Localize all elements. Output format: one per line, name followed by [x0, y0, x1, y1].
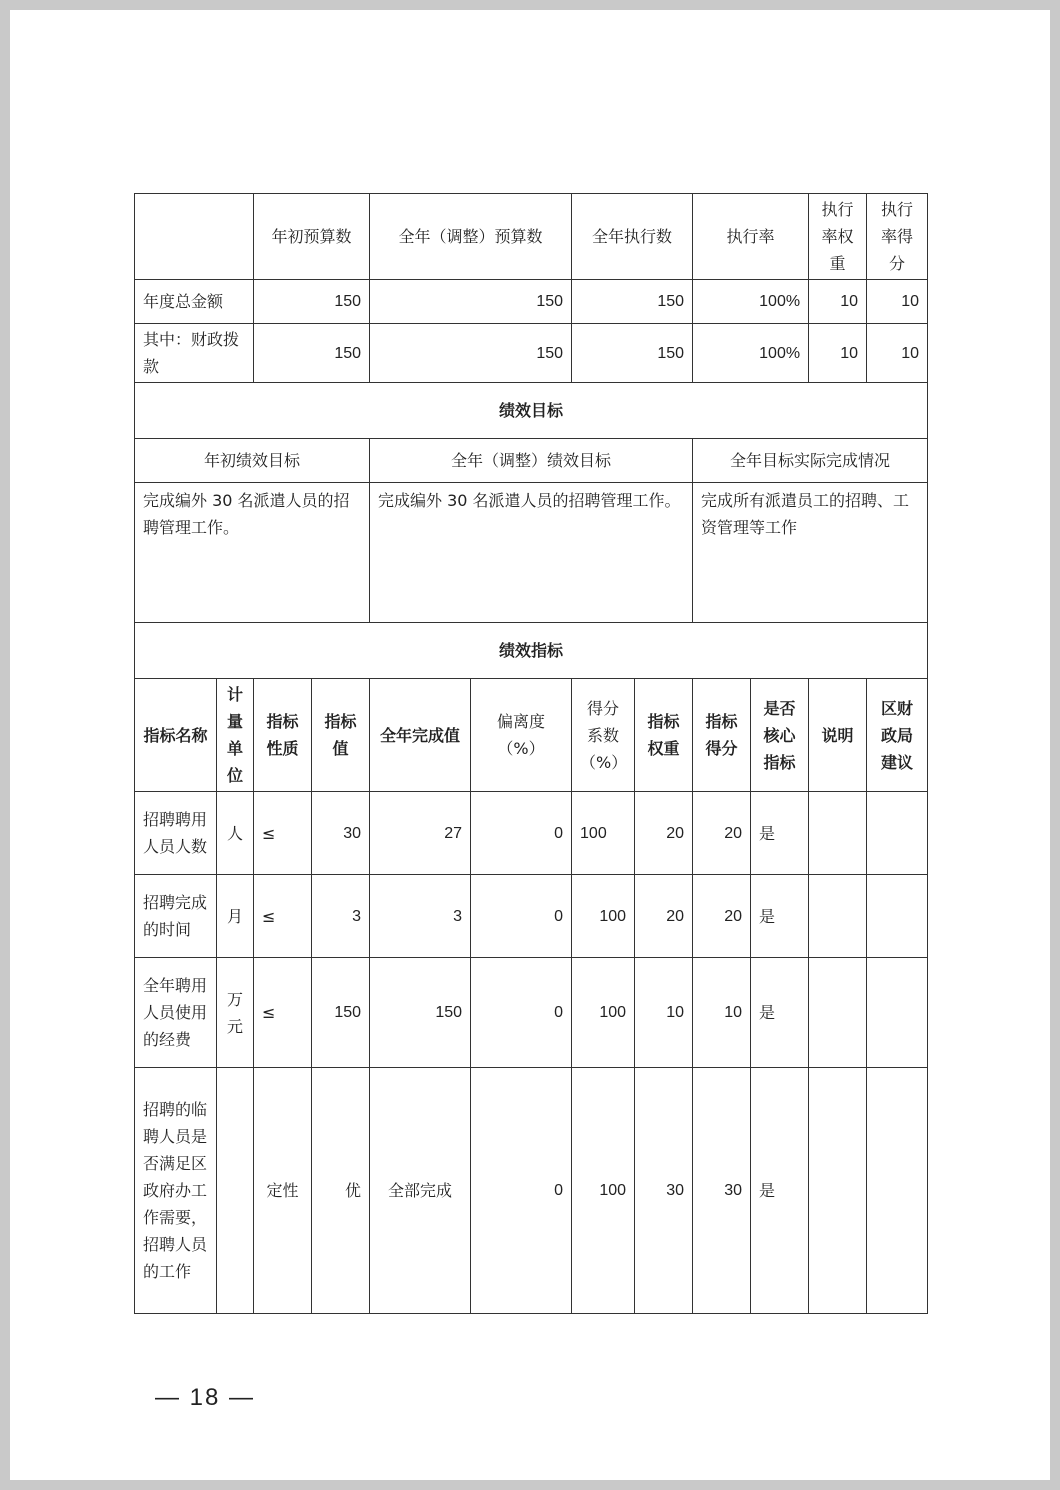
indicator-row — [135, 792, 928, 875]
indicator-row — [135, 875, 928, 958]
budget-header-executed: 全年执行数 — [572, 194, 693, 280]
ind-score: 20 — [693, 792, 751, 875]
goals-header-initial: 年初绩效目标 — [135, 439, 370, 483]
goals-adjusted-text: 完成编外 30 名派遣人员的招聘管理工作。 — [370, 483, 693, 623]
ind-nature: ≤ — [254, 958, 312, 1068]
page-number: — 18 — — [155, 1384, 256, 1411]
indicators-section-title: 绩效指标 — [135, 623, 928, 679]
ind-header-name: 指标名称 — [135, 679, 217, 792]
ind-value: 150 — [312, 958, 370, 1068]
budget-row-adjusted: 150 — [370, 280, 572, 324]
ind-advice — [867, 1068, 928, 1314]
goals-initial-text: 完成编外 30 名派遣人员的招聘管理工作。 — [135, 483, 370, 623]
budget-row-label: 年度总金额 — [135, 280, 254, 324]
ind-header-nature: 指标性质 — [254, 679, 312, 792]
ind-core: 是 — [751, 958, 809, 1068]
budget-row-rate: 100% — [693, 324, 809, 383]
ind-nature: ≤ — [254, 792, 312, 875]
ind-deviation: 0 — [471, 958, 572, 1068]
ind-advice — [867, 875, 928, 958]
ind-unit — [217, 1068, 254, 1314]
ind-completed: 全部完成 — [370, 1068, 471, 1314]
ind-header-score: 指标得分 — [693, 679, 751, 792]
ind-header-completed: 全年完成值 — [370, 679, 471, 792]
performance-table — [134, 193, 928, 1314]
budget-row-initial: 150 — [254, 280, 370, 324]
ind-header-coef: 得分系数（%） — [572, 679, 635, 792]
ind-completed: 150 — [370, 958, 471, 1068]
ind-unit: 月 — [217, 875, 254, 958]
ind-value: 30 — [312, 792, 370, 875]
ind-header-note: 说明 — [809, 679, 867, 792]
ind-unit: 人 — [217, 792, 254, 875]
ind-deviation: 0 — [471, 1068, 572, 1314]
ind-name: 全年聘用人员使用的经费 — [135, 958, 217, 1068]
ind-deviation: 0 — [471, 875, 572, 958]
ind-weight: 20 — [635, 792, 693, 875]
budget-header-rate: 执行率 — [693, 194, 809, 280]
goals-header-adjusted: 全年（调整）绩效目标 — [370, 439, 693, 483]
budget-row-rate: 100% — [693, 280, 809, 324]
ind-score: 20 — [693, 875, 751, 958]
goals-header-actual: 全年目标实际完成情况 — [693, 439, 928, 483]
indicators-section-row — [135, 623, 928, 679]
ind-deviation: 0 — [471, 792, 572, 875]
ind-core: 是 — [751, 792, 809, 875]
budget-row-executed: 150 — [572, 280, 693, 324]
goals-section-row — [135, 383, 928, 439]
ind-nature: ≤ — [254, 875, 312, 958]
ind-completed: 3 — [370, 875, 471, 958]
ind-advice — [867, 958, 928, 1068]
ind-header-value: 指标值 — [312, 679, 370, 792]
ind-note — [809, 1068, 867, 1314]
ind-score: 10 — [693, 958, 751, 1068]
ind-coef: 100 — [572, 958, 635, 1068]
ind-header-core: 是否核心指标 — [751, 679, 809, 792]
goals-section-title: 绩效目标 — [135, 383, 928, 439]
ind-weight: 10 — [635, 958, 693, 1068]
ind-score: 30 — [693, 1068, 751, 1314]
budget-row-label: 其中：财政拨款 — [135, 324, 254, 383]
budget-header-initial: 年初预算数 — [254, 194, 370, 280]
indicator-row — [135, 958, 928, 1068]
goals-actual-text: 完成所有派遣员工的招聘、工资管理等工作 — [693, 483, 928, 623]
goals-content-row — [135, 483, 928, 623]
budget-row-score: 10 — [867, 280, 928, 324]
ind-name: 招聘的临聘人员是否满足区政府办工作需要，招聘人员的工作 — [135, 1068, 217, 1314]
ind-nature: 定性 — [254, 1068, 312, 1314]
document-page — [10, 10, 1050, 1480]
ind-core: 是 — [751, 1068, 809, 1314]
budget-row-weight: 10 — [809, 324, 867, 383]
ind-unit: 万元 — [217, 958, 254, 1068]
ind-weight: 20 — [635, 875, 693, 958]
ind-value: 3 — [312, 875, 370, 958]
ind-header-advice: 区财政局建议 — [867, 679, 928, 792]
ind-header-unit: 计量单位 — [217, 679, 254, 792]
ind-note — [809, 958, 867, 1068]
budget-header-blank — [135, 194, 254, 280]
budget-row-executed: 150 — [572, 324, 693, 383]
budget-row-adjusted: 150 — [370, 324, 572, 383]
budget-header-row — [135, 194, 928, 280]
ind-header-deviation: 偏离度（%） — [471, 679, 572, 792]
ind-name: 招聘聘用人员人数 — [135, 792, 217, 875]
ind-note — [809, 792, 867, 875]
ind-header-weight: 指标权重 — [635, 679, 693, 792]
ind-coef: 100 — [572, 1068, 635, 1314]
budget-row-score: 10 — [867, 324, 928, 383]
goals-header-row — [135, 439, 928, 483]
budget-row — [135, 280, 928, 324]
indicator-row — [135, 1068, 928, 1314]
budget-header-score: 执行率得分 — [867, 194, 928, 280]
budget-header-weight: 执行率权重 — [809, 194, 867, 280]
budget-row — [135, 324, 928, 383]
budget-row-initial: 150 — [254, 324, 370, 383]
indicators-header-row — [135, 679, 928, 792]
budget-row-weight: 10 — [809, 280, 867, 324]
ind-weight: 30 — [635, 1068, 693, 1314]
ind-name: 招聘完成的时间 — [135, 875, 217, 958]
ind-coef: 100 — [572, 792, 635, 875]
ind-value: 优 — [312, 1068, 370, 1314]
ind-core: 是 — [751, 875, 809, 958]
ind-note — [809, 875, 867, 958]
ind-advice — [867, 792, 928, 875]
budget-header-adjusted: 全年（调整）预算数 — [370, 194, 572, 280]
ind-completed: 27 — [370, 792, 471, 875]
ind-coef: 100 — [572, 875, 635, 958]
